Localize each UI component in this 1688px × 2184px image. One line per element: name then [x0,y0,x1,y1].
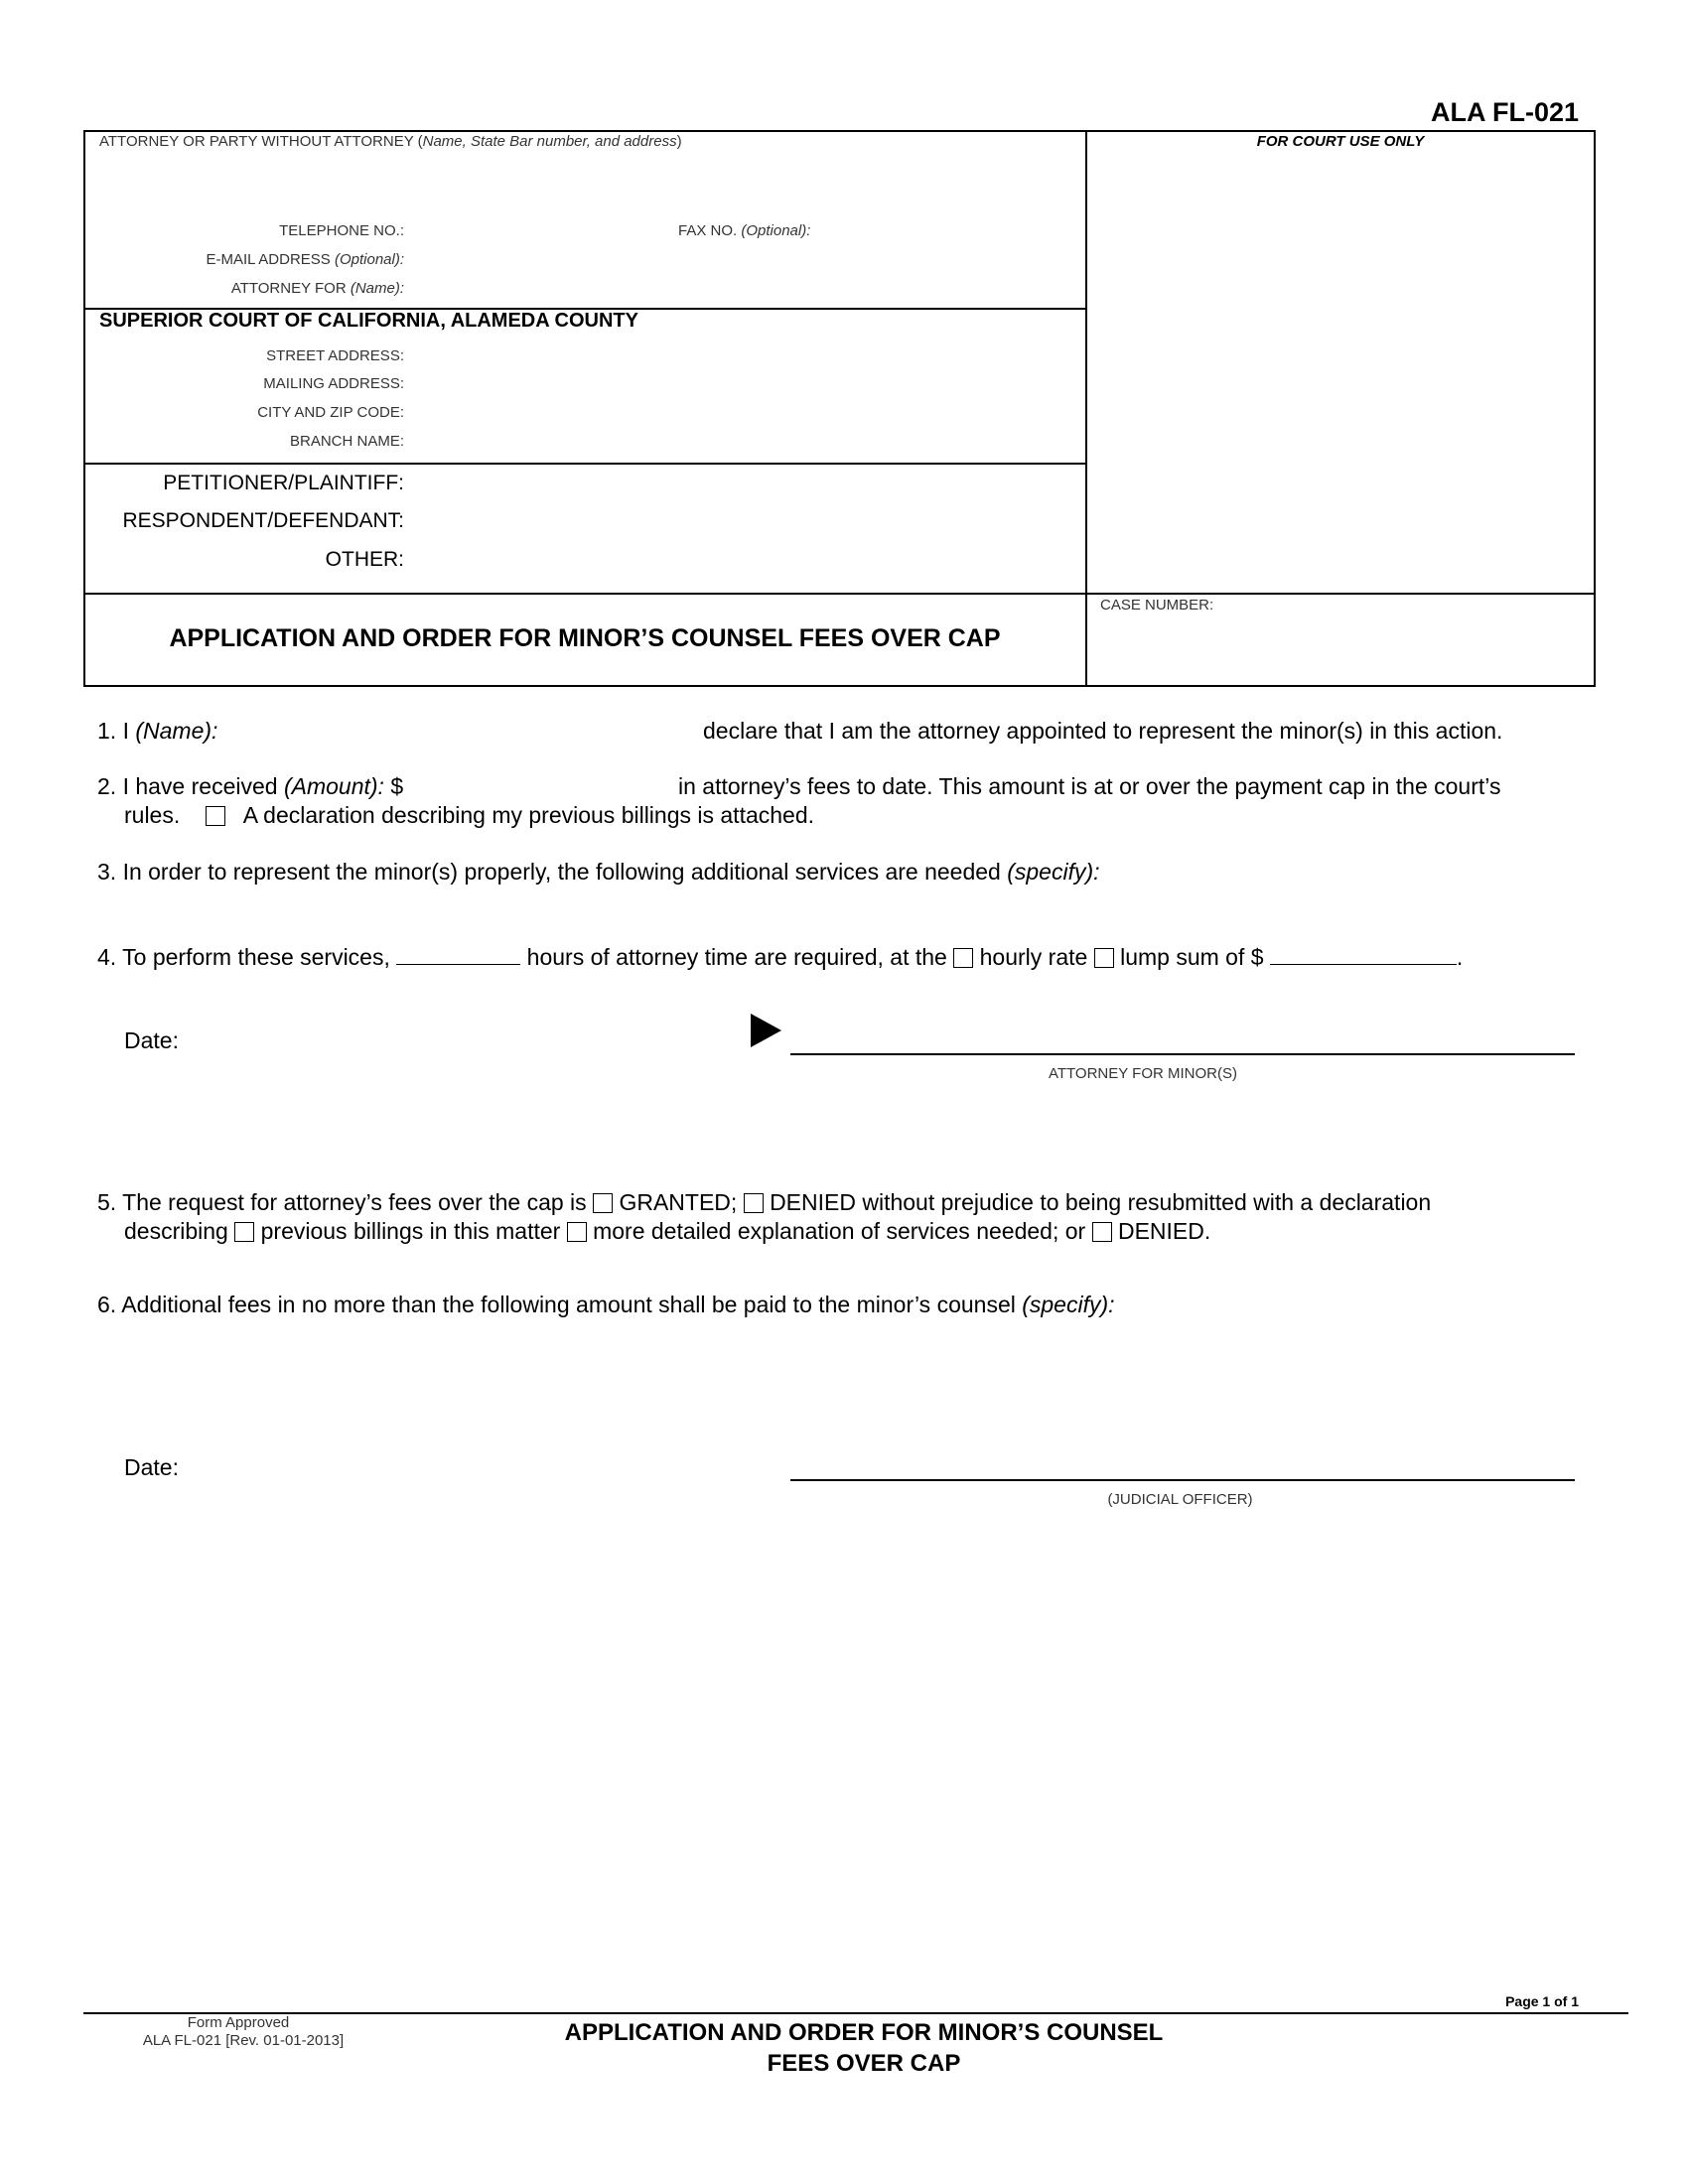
granted-checkbox[interactable] [593,1193,613,1213]
item-2-label: 2. I have received (Amount): $ [97,773,404,799]
judicial-signature-line[interactable] [790,1479,1575,1481]
city-zip-label: CITY AND ZIP CODE: [257,404,404,421]
item-4-line: 4. To perform these services, hours of attorney time are required, at the hourly rate lump sum of $ . [97,944,1464,970]
date-label-attorney: Date: [124,1027,179,1053]
item-2-text: in attorney’s fees to date. This amount is at or over the payment cap in the court’s [678,773,1501,799]
respondent-label: RESPONDENT/DEFENDANT: [122,509,404,532]
court-name: SUPERIOR COURT OF CALIFORNIA, ALAMEDA COUNTY [99,310,638,332]
attorney-label: ATTORNEY OR PARTY WITHOUT ATTORNEY (Name, State Bar number, and address) [99,133,682,150]
court-use-label: FOR COURT USE ONLY [1256,133,1425,150]
fax-label: FAX NO. (Optional): [678,222,811,239]
previous-billings-checkbox[interactable] [234,1222,254,1242]
title-section-divider [83,593,1596,595]
form-revision: ALA FL-021 [Rev. 01-01-2013] [142,2032,345,2049]
caption-divider [1085,130,1087,687]
attorney-signature-line[interactable] [790,1053,1575,1055]
hourly-rate-checkbox[interactable] [953,948,973,968]
footer-title-line2: FEES OVER CAP [767,2050,961,2077]
petitioner-label: PETITIONER/PLAINTIFF: [163,472,404,494]
case-number-label: CASE NUMBER: [1100,597,1214,614]
attorney-for-label: ATTORNEY FOR (Name): [230,280,404,297]
telephone-label: TELEPHONE NO.: [279,222,404,239]
footer-title-line1: APPLICATION AND ORDER FOR MINOR’S COUNSEL [564,2019,1164,2046]
mailing-address-label: MAILING ADDRESS: [263,375,404,392]
item-5-line1: 5. The request for attorney’s fees over the cap is GRANTED; DENIED without prejudice to being resubmitted with a declaration [97,1189,1432,1215]
denied-checkbox[interactable] [1092,1222,1112,1242]
lump-sum-amount-field[interactable] [1270,946,1457,965]
signature-arrow-icon [751,1014,781,1047]
date-label-judicial: Date: [124,1454,179,1480]
declaration-attached-checkbox[interactable] [206,806,225,826]
attorney-signature-caption: ATTORNEY FOR MINOR(S) [1048,1065,1237,1082]
court-section-divider [83,463,1086,465]
caption-right-border [1594,130,1596,687]
caption-bottom-border [83,685,1596,687]
lump-sum-checkbox[interactable] [1094,948,1114,968]
item-1-label: 1. I (Name): [97,718,218,744]
form-approved: Form Approved [187,2014,290,2031]
caption-top-border [83,130,1596,132]
street-address-label: STREET ADDRESS: [266,347,404,364]
item-5-line2: describing previous billings in this matter more detailed explanation of services needed; or DENIED. [124,1218,1211,1244]
caption-left-border [83,130,85,687]
hours-field[interactable] [396,946,520,965]
email-label: E-MAIL ADDRESS (Optional): [206,251,404,268]
other-label: OTHER: [325,548,404,571]
form-title: APPLICATION AND ORDER FOR MINOR’S COUNSEL FEES OVER CAP [169,624,1001,652]
form-id: ALA FL-021 [1430,97,1579,127]
item-1-text: declare that I am the attorney appointed to represent the minor(s) in this action. [703,718,1503,744]
denied-without-prejudice-checkbox[interactable] [744,1193,764,1213]
page-number: Page 1 of 1 [1505,1993,1579,2009]
item-2-line2: rules. A declaration describing my previous billings is attached. [124,802,815,828]
item-6-text: 6. Additional fees in no more than the following amount shall be paid to the minor’s counsel (specify): [97,1292,1115,1317]
detailed-explanation-checkbox[interactable] [567,1222,587,1242]
branch-name-label: BRANCH NAME: [289,433,404,450]
judicial-signature-caption: (JUDICIAL OFFICER) [1107,1491,1253,1508]
item-3-text: 3. In order to represent the minor(s) properly, the following additional services are needed (specify): [97,859,1100,885]
